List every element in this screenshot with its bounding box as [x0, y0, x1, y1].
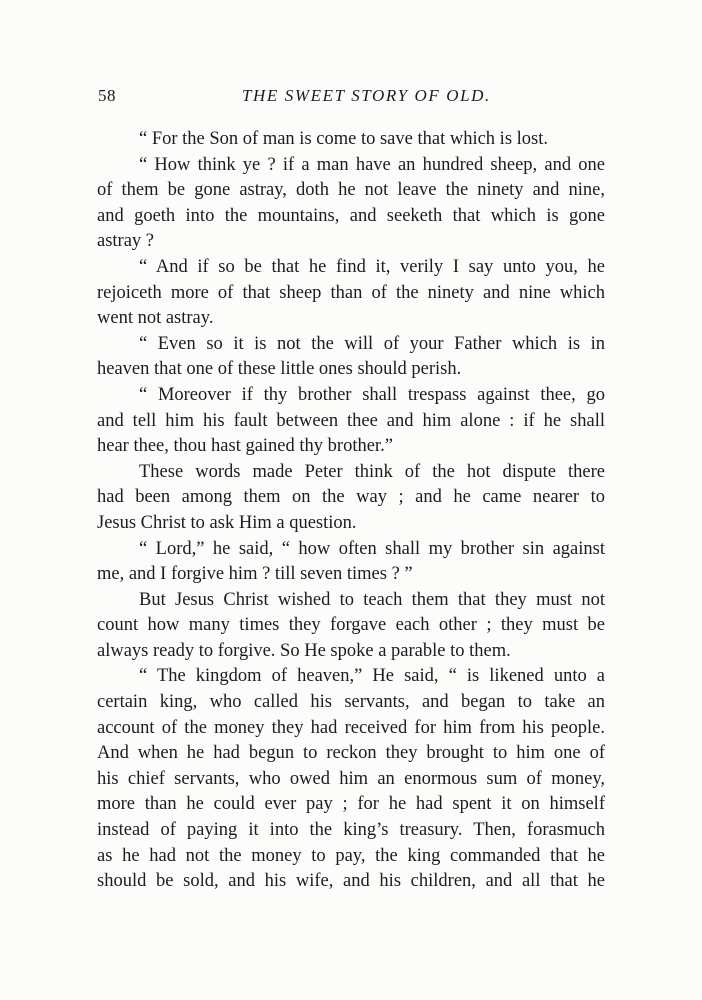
text-line: count how many times they forgave each other ; they must be [97, 615, 605, 636]
text-line: rejoiceth more of that sheep than of the ninety and nine which [97, 282, 605, 303]
text-line: as he had not the money to pay, the king commanded that he [97, 845, 605, 866]
text-line: should be sold, and his wife, and his children, and all that he [97, 871, 605, 892]
text-line: heaven that one of these little ones should perish. [97, 359, 462, 380]
text-line: “ Even so it is not the will of your Father which is in [139, 333, 605, 354]
text-line: and tell him his fault between thee and him alone : if he shall [97, 410, 605, 431]
text-line: of them be gone astray, doth he not leave the ninety and nine, [97, 180, 605, 201]
text-line: Jesus Christ to ask Him a question. [97, 512, 357, 533]
text-line: account of the money they had received for him from his people. [97, 717, 605, 738]
text-line: always ready to forgive. So He spoke a parable to them. [97, 640, 511, 661]
text-line: “ And if so be that he find it, verily I say unto you, he [139, 256, 605, 277]
text-line: instead of paying it into the king’s treasury. Then, forasmuch [97, 820, 605, 841]
text-line: me, and I forgive him ? till seven times ? ” [97, 564, 413, 585]
text-line: more than he could ever pay ; for he had spent it on himself [97, 794, 605, 815]
page-number: 58 [98, 86, 116, 105]
text-line: But Jesus Christ wished to teach them that they must not [139, 589, 605, 610]
text-line: “ The kingdom of heaven,” He said, “ is likened unto a [139, 666, 605, 687]
body-text [97, 127, 605, 895]
text-line: “ Lord,” he said, “ how often shall my brother sin against [139, 538, 605, 559]
text-line: These words made Peter think of the hot dispute there [139, 461, 605, 482]
text-line: astray ? [97, 231, 155, 252]
text-line: and goeth into the mountains, and seeketh that which is gone [97, 205, 605, 226]
text-line: “ Moreover if thy brother shall trespass against thee, go [139, 384, 605, 405]
text-line: “ How think ye ? if a man have an hundred sheep, and one [139, 154, 605, 175]
running-head [98, 86, 604, 110]
text-line: And when he had begun to reckon they brought to him one of [97, 743, 605, 764]
text-line: hear thee, thou hast gained thy brother.” [97, 436, 393, 457]
text-line: certain king, who called his servants, and began to take an [97, 692, 605, 713]
text-line: went not astray. [97, 308, 214, 329]
text-line: his chief servants, who owed him an enormous sum of money, [97, 768, 605, 789]
running-title: THE SWEET STORY OF OLD. [242, 86, 491, 105]
text-line: had been among them on the way ; and he came nearer to [97, 487, 605, 508]
text-line: “ For the Son of man is come to save that which is lost. [139, 129, 548, 149]
